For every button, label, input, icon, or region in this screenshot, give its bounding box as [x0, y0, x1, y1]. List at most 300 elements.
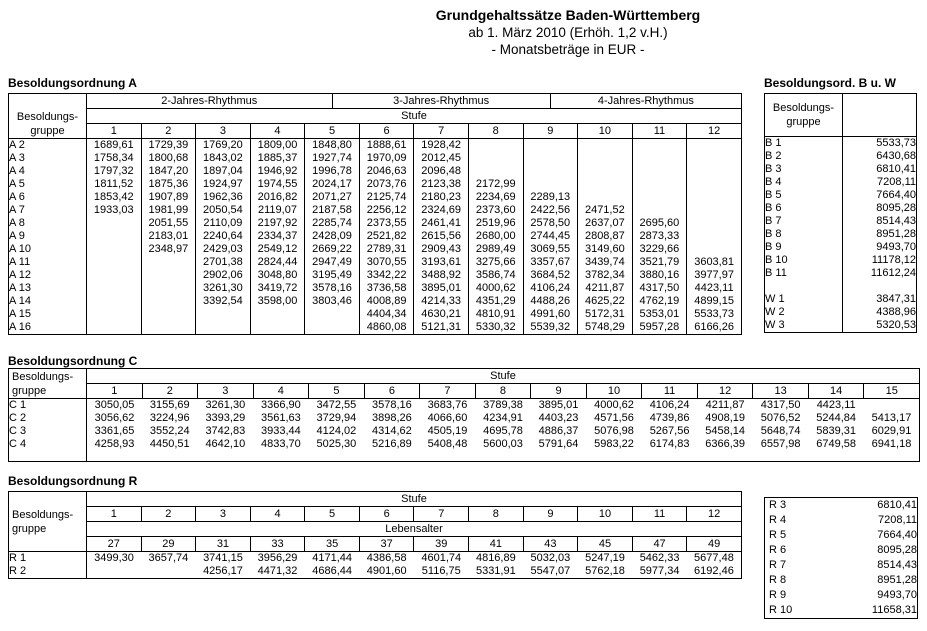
value-cell: 2046,63 [359, 165, 414, 178]
value-cell: 2240,64 [196, 230, 251, 243]
row-label: B 3 [765, 163, 843, 176]
stufe-col-header: 2 [142, 384, 198, 399]
row-label: W 3 [765, 319, 843, 333]
value-cell: 4314,62 [372, 425, 412, 437]
value-cell: 7664,40 [877, 529, 917, 541]
value-cell: 2902,06 [196, 269, 251, 282]
value-cell [87, 230, 142, 243]
value-cell: 3895,01 [414, 282, 469, 295]
value-cell [468, 139, 523, 153]
value-cell: 11178,12 [843, 254, 917, 267]
value-cell: 2197,92 [250, 217, 305, 230]
value-cell: 3261,30 [205, 399, 246, 411]
value-cell [632, 178, 687, 191]
row-label: R 5 [769, 529, 787, 541]
stufe-col-header: 4 [250, 124, 305, 139]
value-cell: 5791,64 [538, 438, 579, 450]
row-label: B 9 [765, 241, 843, 254]
table-besoldung-r [8, 491, 742, 579]
value-cell: 3472,55 [316, 399, 357, 411]
value-cell [523, 178, 578, 191]
value-cell: 3683,76 [427, 399, 468, 411]
table-row [9, 269, 742, 282]
value-cell: 1875,36 [141, 178, 196, 191]
rhythm-group-header: 4-Jahres-Rhythmus [550, 94, 741, 109]
value-cell: 4256,17 [203, 565, 243, 577]
table-row [765, 293, 917, 306]
value-cell: 3847,31 [843, 293, 917, 306]
value-cell: 3586,74 [468, 269, 523, 282]
value-cell: 2024,17 [305, 178, 360, 191]
row-label: B 2 [765, 150, 843, 163]
value-cell: 3056,62 [94, 412, 135, 424]
age-col-header: 27 [87, 537, 142, 552]
value-cell: 4106,24 [649, 399, 690, 411]
document-title-block [208, 6, 927, 58]
value-cell [687, 139, 742, 153]
value-cell: 6941,18 [871, 438, 912, 450]
row-label: B 5 [765, 189, 843, 202]
value-cell: 8951,28 [843, 228, 917, 241]
stufe-col-header: 7 [420, 384, 476, 399]
value-cell: 6029,91 [871, 425, 912, 437]
table-row [765, 573, 918, 588]
value-cell: 3048,80 [250, 269, 305, 282]
stufe-header-row [9, 369, 920, 384]
age-col-header: 49 [687, 537, 742, 552]
value-cell: 3880,16 [632, 269, 687, 282]
value-cell: 2373,60 [468, 204, 523, 217]
value-cell: 5353,01 [632, 308, 687, 321]
value-cell: 4403,23 [538, 412, 579, 424]
value-cell: 2289,13 [523, 191, 578, 204]
row-label: R 8 [769, 574, 787, 586]
table-besoldung-b-u-w [764, 93, 917, 333]
table-row [765, 189, 917, 202]
age-col-header: 39 [414, 537, 469, 552]
value-cell [305, 321, 360, 335]
table-row [765, 558, 918, 573]
value-cell: 4317,50 [760, 399, 801, 411]
row-label: B 10 [765, 254, 843, 267]
value-cell [578, 165, 633, 178]
value-cell: 4739,86 [649, 412, 690, 424]
value-cell: 4317,50 [632, 282, 687, 295]
value-cell: 7208,11 [878, 514, 917, 526]
stufe-col-header: 9 [523, 507, 578, 522]
row-label: B 7 [765, 215, 843, 228]
value-cell [578, 178, 633, 191]
value-cell [687, 204, 742, 217]
value-cell: 4066,60 [427, 412, 468, 424]
value-cell: 2256,12 [359, 204, 414, 217]
value-cell: 3977,97 [687, 269, 742, 282]
value-cell: 3195,49 [305, 269, 360, 282]
table-row [765, 137, 917, 151]
value-cell: 4423,11 [687, 282, 742, 295]
value-cell: 3782,34 [578, 269, 633, 282]
value-cell: 3933,44 [260, 425, 301, 437]
stufe-col-header: 11 [632, 124, 687, 139]
table-besoldung-c [8, 368, 920, 462]
value-cell [632, 204, 687, 217]
value-cell: 2947,49 [305, 256, 360, 269]
value-cell: 2989,49 [468, 243, 523, 256]
value-cell: 3729,94 [316, 412, 357, 424]
value-cell: 2428,09 [305, 230, 360, 243]
value-cell: 2348,97 [141, 243, 196, 256]
value-cell: 1970,09 [359, 152, 414, 165]
row-label: A 15 [9, 308, 87, 321]
stufe-col-header: 8 [475, 384, 531, 399]
value-cell: 5076,98 [594, 425, 634, 437]
stufe-col-header: 2 [141, 507, 196, 522]
document-subtitle-date: ab 1. März 2010 (Erhöh. 1,2 v.H.) [468, 25, 668, 40]
stufe-col-header: 4 [253, 384, 309, 399]
value-cell: 5116,75 [421, 565, 461, 577]
row-label: A 16 [9, 321, 87, 335]
value-cell: 2519,96 [468, 217, 523, 230]
value-cell [864, 399, 920, 413]
table-row [9, 230, 742, 243]
value-cell: 1758,34 [87, 152, 142, 165]
besoldungsgruppe-header: Besoldungs- gruppe [9, 94, 87, 139]
table-row [765, 306, 917, 319]
value-cell: 6192,46 [694, 565, 734, 577]
value-cell: 1981,99 [141, 204, 196, 217]
value-cell: 2180,23 [414, 191, 469, 204]
value-cell: 3149,60 [578, 243, 633, 256]
stufe-header: Stufe [87, 492, 742, 507]
value-cell: 5648,74 [760, 425, 801, 437]
value-cell: 2701,38 [196, 256, 251, 269]
value-cell [141, 565, 196, 579]
value-cell: 9493,70 [843, 241, 917, 254]
value-cell: 1811,52 [87, 178, 142, 191]
value-cell: 2461,41 [414, 217, 469, 230]
value-cell: 4642,10 [205, 438, 246, 450]
age-col-header: 37 [359, 537, 414, 552]
value-cell [687, 191, 742, 204]
age-col-header: 43 [523, 537, 578, 552]
value-cell: 1907,89 [141, 191, 196, 204]
value-cell: 3499,30 [94, 552, 134, 564]
section-bw-heading: Besoldungsord. B u. W [764, 76, 896, 90]
value-cell: 1946,92 [250, 165, 305, 178]
value-cell: 6749,58 [816, 438, 857, 450]
value-cell: 6366,39 [705, 438, 745, 450]
value-cell [141, 282, 196, 295]
value-cell [632, 165, 687, 178]
table-row [765, 603, 918, 619]
value-cell: 4106,24 [523, 282, 578, 295]
stufe-col-header: 7 [414, 124, 469, 139]
row-label: C 1 [9, 399, 87, 413]
value-cell [141, 269, 196, 282]
value-cell: 2471,52 [578, 204, 633, 217]
value-cell: 2096,48 [414, 165, 469, 178]
row-label: W 1 [765, 293, 843, 306]
value-cell: 5172,31 [578, 308, 633, 321]
row-label: C 3 [9, 425, 87, 438]
row-label: A 3 [9, 152, 87, 165]
value-cell: 4816,89 [475, 552, 516, 564]
stufe-col-header: 6 [364, 384, 420, 399]
value-cell [141, 295, 196, 308]
value-cell: 3578,16 [305, 282, 360, 295]
value-cell: 2016,82 [250, 191, 305, 204]
value-cell: 2808,87 [578, 230, 633, 243]
row-label: B 8 [765, 228, 843, 241]
value-cell: 4991,60 [523, 308, 578, 321]
value-cell: 5839,31 [816, 425, 857, 437]
value-cell: 5408,48 [427, 438, 468, 450]
table-row [765, 319, 917, 333]
value-cell: 1847,20 [141, 165, 196, 178]
value-cell: 3392,54 [196, 295, 251, 308]
value-cell: 4124,02 [316, 425, 357, 437]
value-cell: 3488,92 [414, 269, 469, 282]
value-cell: 2172,99 [468, 178, 523, 191]
stufe-header: Stufe [87, 109, 742, 124]
value-cell: 5413,17 [871, 412, 912, 424]
value-cell: 3069,55 [523, 243, 578, 256]
table-row [765, 163, 917, 176]
value-cell: 1800,68 [141, 152, 196, 165]
value-cell [141, 321, 196, 335]
row-label: B 1 [765, 137, 843, 151]
table-row [765, 498, 918, 514]
value-cell: 2324,69 [414, 204, 469, 217]
value-cell: 1797,32 [87, 165, 142, 178]
row-label: A 13 [9, 282, 87, 295]
table-row [765, 267, 917, 280]
value-cell: 3657,74 [148, 552, 189, 564]
value-cell: 2373,55 [359, 217, 414, 230]
age-col-header: 41 [469, 537, 524, 552]
value-cell: 11658,31 [871, 604, 917, 616]
table-row [765, 241, 917, 254]
value-cell: 4351,29 [468, 295, 523, 308]
table-row [9, 412, 920, 425]
stufe-col-header: 10 [578, 507, 633, 522]
value-cell [523, 139, 578, 153]
section-a-heading: Besoldungsordnung A [8, 76, 137, 90]
table-row [9, 178, 742, 191]
stufe-col-header: 12 [697, 384, 753, 399]
value-cell: 5247,19 [585, 552, 625, 564]
value-cell: 2012,45 [414, 152, 469, 165]
value-cell: 3561,63 [260, 412, 301, 424]
value-cell: 1897,04 [196, 165, 251, 178]
value-cell [843, 280, 917, 293]
row-label: A 7 [9, 204, 87, 217]
value-cell: 9493,70 [877, 589, 917, 601]
value-cell: 6810,41 [877, 499, 917, 511]
table-besoldung-a [8, 93, 742, 335]
stufe-numbers-row [9, 384, 920, 399]
table-row [765, 280, 917, 293]
value-cell: 3895,01 [538, 399, 579, 411]
table-row [765, 588, 918, 603]
value-cell: 5032,03 [530, 552, 571, 564]
value-cell: 2578,50 [523, 217, 578, 230]
stufe-col-header: 9 [523, 124, 578, 139]
value-cell: 2334,37 [250, 230, 305, 243]
besoldungsgruppe-header: Besoldungs- gruppe [9, 369, 87, 399]
section-c-heading: Besoldungsordnung C [8, 354, 138, 368]
value-cell: 4762,19 [632, 295, 687, 308]
row-label: R 6 [769, 544, 787, 556]
value-cell: 4810,91 [468, 308, 523, 321]
value-cell [196, 308, 251, 321]
value-cell [687, 217, 742, 230]
table-row [9, 282, 742, 295]
value-cell: 3736,58 [359, 282, 414, 295]
value-cell [87, 321, 142, 335]
bw-header-value-cell [843, 94, 917, 137]
value-cell: 4686,44 [312, 565, 352, 577]
stufe-col-header: 9 [531, 384, 587, 399]
value-cell [632, 139, 687, 153]
value-cell: 2744,45 [523, 230, 578, 243]
stufe-col-header: 10 [586, 384, 642, 399]
value-cell: 5244,84 [816, 412, 857, 424]
value-cell: 7208,11 [843, 176, 917, 189]
value-cell: 7664,40 [843, 189, 917, 202]
row-label: R 4 [769, 514, 787, 526]
value-cell [305, 308, 360, 321]
value-cell: 3361,65 [94, 425, 135, 437]
value-cell: 4404,34 [359, 308, 414, 321]
value-cell: 5458,14 [705, 425, 745, 437]
lebensalter-numbers-row [9, 537, 742, 552]
value-cell [87, 565, 142, 579]
value-cell: 4386,58 [366, 552, 407, 564]
value-cell: 2422,56 [523, 204, 578, 217]
value-cell: 4505,19 [427, 425, 468, 437]
stufe-col-header: 8 [468, 124, 523, 139]
value-cell: 8514,43 [877, 559, 917, 571]
value-cell [687, 230, 742, 243]
table-row [765, 528, 918, 543]
value-cell: 1924,97 [196, 178, 251, 191]
value-cell: 1888,61 [359, 139, 414, 153]
value-cell: 5320,53 [843, 319, 917, 333]
document-title: Grundgehaltssätze Baden-Württemberg [435, 7, 701, 23]
row-label: A 9 [9, 230, 87, 243]
value-cell: 2873,33 [632, 230, 687, 243]
value-cell: 1928,42 [414, 139, 469, 153]
value-cell: 4471,32 [257, 565, 298, 577]
value-cell: 4211,87 [705, 399, 745, 411]
value-cell: 4171,44 [312, 552, 352, 564]
value-cell: 1885,37 [250, 152, 305, 165]
age-col-header: 29 [141, 537, 196, 552]
value-cell: 4571,56 [594, 412, 634, 424]
stufe-numbers-row [9, 507, 742, 522]
table-row [9, 399, 920, 413]
stufe-col-header: 1 [87, 384, 143, 399]
row-label: R 7 [769, 559, 787, 571]
table-row [9, 256, 742, 269]
table-row [9, 425, 920, 438]
row-label: A 14 [9, 295, 87, 308]
lebensalter-header-row [9, 522, 742, 537]
value-cell: 4388,96 [843, 306, 917, 319]
value-cell: 3419,72 [250, 282, 305, 295]
value-cell [578, 152, 633, 165]
value-cell: 2183,01 [141, 230, 196, 243]
value-cell: 5748,29 [578, 321, 633, 335]
value-cell: 6810,41 [843, 163, 917, 176]
row-label: R 1 [9, 552, 87, 566]
value-cell: 2521,82 [359, 230, 414, 243]
value-cell: 5533,73 [843, 137, 917, 151]
value-cell: 1853,42 [87, 191, 142, 204]
value-cell: 3684,52 [523, 269, 578, 282]
stufe-col-header: 5 [309, 384, 365, 399]
row-label: B 11 [765, 267, 843, 280]
lebensalter-header: Lebensalter [87, 522, 742, 537]
value-cell: 3578,16 [372, 399, 412, 411]
stufe-col-header: 12 [687, 124, 742, 139]
value-cell [687, 152, 742, 165]
table-row [9, 217, 742, 230]
value-cell: 2669,22 [305, 243, 360, 256]
table-besoldung-r-right [764, 497, 918, 619]
value-cell: 5539,32 [523, 321, 578, 335]
value-cell: 1689,61 [87, 139, 142, 153]
stufe-col-header: 15 [864, 384, 920, 399]
value-cell: 3224,96 [149, 412, 190, 424]
value-cell: 1809,00 [250, 139, 305, 153]
row-label: R 9 [769, 589, 787, 601]
value-cell: 4000,62 [594, 399, 634, 411]
value-cell: 2695,60 [632, 217, 687, 230]
value-cell: 4833,70 [260, 438, 301, 450]
value-cell: 3803,46 [305, 295, 360, 308]
value-cell: 2050,54 [196, 204, 251, 217]
table-row [9, 204, 742, 217]
age-col-header: 33 [250, 537, 305, 552]
value-cell: 5533,73 [687, 308, 742, 321]
value-cell [87, 243, 142, 256]
table-row [9, 321, 742, 335]
value-cell: 2071,27 [305, 191, 360, 204]
value-cell: 5957,28 [632, 321, 687, 335]
value-cell: 11612,24 [843, 267, 917, 280]
value-cell: 3603,81 [687, 256, 742, 269]
row-label: A 11 [9, 256, 87, 269]
table-row [9, 438, 920, 451]
value-cell: 5025,30 [316, 438, 357, 450]
row-label [765, 280, 843, 293]
value-cell: 3956,29 [257, 552, 298, 564]
value-cell: 3741,15 [203, 552, 243, 564]
value-cell: 6174,83 [649, 438, 690, 450]
value-cell [468, 165, 523, 178]
table-row [765, 202, 917, 215]
value-cell: 2123,38 [414, 178, 469, 191]
rhythm-header-row [9, 94, 742, 109]
value-cell: 1933,03 [87, 204, 142, 217]
table-row [9, 165, 742, 178]
stufe-col-header: 2 [141, 124, 196, 139]
value-cell: 3552,24 [149, 425, 190, 437]
value-cell: 3155,69 [149, 399, 190, 411]
age-col-header: 47 [632, 537, 687, 552]
